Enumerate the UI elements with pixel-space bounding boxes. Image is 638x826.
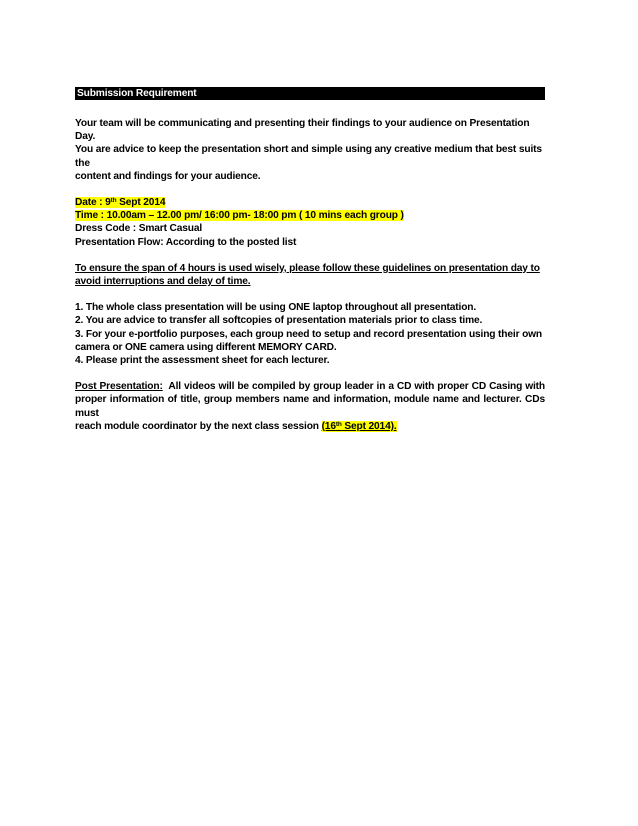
date-prefix: Date : 9 — [75, 197, 111, 209]
guidelines-heading — [75, 262, 545, 288]
post-line-1 — [75, 380, 545, 393]
date-suffix: Sept 2014 — [116, 197, 166, 209]
post-line-3-text: reach module coordinator by the next class session — [75, 420, 322, 432]
document-page — [75, 87, 545, 433]
guideline-item-3-line-2: camera or ONE camera using different MEMORY CARD. — [75, 341, 337, 353]
deadline-ordinal: th — [335, 420, 342, 428]
deadline-suffix: Sept 2014). — [341, 420, 397, 432]
presentation-date — [75, 196, 545, 209]
guideline-item-4: 4. Please print the assessment sheet for each lecturer. — [75, 355, 330, 367]
intro-line-3: content and findings for your audience. — [75, 170, 261, 182]
intro-paragraph — [75, 117, 545, 183]
dress-code: Dress Code : Smart Casual — [75, 223, 203, 235]
guideline-item-2: 2. You are advice to transfer all softcopies of presentation materials prior to class time. — [75, 315, 483, 327]
time-text: Time : 10.00am – 12.00 pm/ 16:00 pm- 18:00 pm ( 10 mins each group ) — [75, 210, 404, 222]
post-presentation-paragraph — [75, 380, 545, 433]
post-line-3 — [75, 420, 545, 433]
guideline-item-3-line-1: 3. For your e-portfolio purposes, each group need to setup and record presentation using their own — [75, 328, 542, 340]
date-ordinal: th — [110, 197, 117, 205]
deadline-prefix: (16 — [321, 420, 336, 432]
presentation-flow: Presentation Flow: According to the posted list — [75, 236, 297, 248]
intro-line-1: Your team will be communicating and presenting their findings to your audience on Presentation Day. — [75, 118, 530, 143]
section-header-title: Submission Requirement — [77, 88, 197, 99]
guidelines-list — [75, 301, 545, 367]
section-header — [75, 87, 545, 100]
presentation-time — [75, 209, 545, 222]
guidelines-heading-line-1: To ensure the span of 4 hours is used wisely, please follow these guidelines on presentation day to — [75, 262, 540, 274]
guidelines-heading-line-2: avoid interruptions and delay of time. — [75, 276, 251, 288]
post-label: Post Presentation: — [75, 381, 163, 393]
post-line-1-text: All videos will be compiled by group leader in a CD with proper CD Casing with — [162, 381, 545, 393]
intro-line-2: You are advice to keep the presentation short and simple using any creative medium that best suits the — [75, 144, 542, 169]
details-block — [75, 196, 545, 249]
guideline-item-1: 1. The whole class presentation will be using ONE laptop throughout all presentation. — [75, 302, 477, 314]
post-line-2: proper information of title, group members name and information, module name and lecturer. CDs must — [75, 394, 545, 419]
deadline-highlight — [322, 421, 397, 432]
